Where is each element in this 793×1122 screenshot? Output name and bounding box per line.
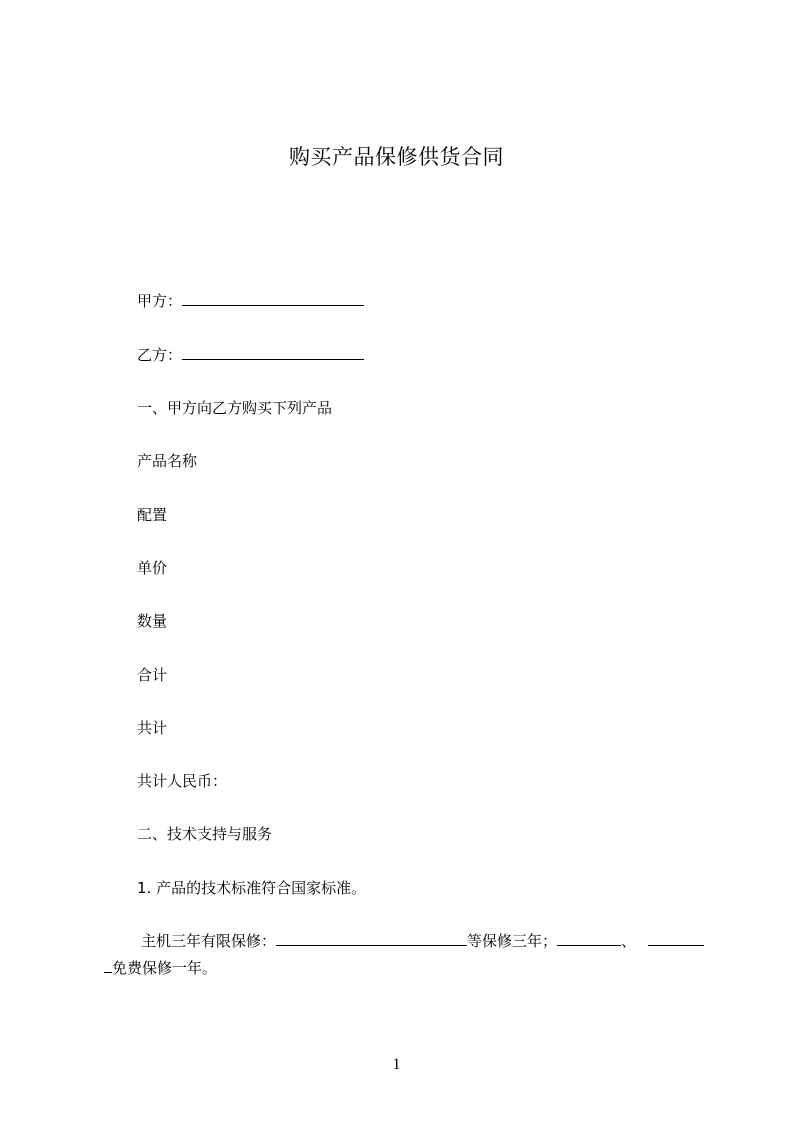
party-a-line — [137, 291, 364, 311]
party-b-blank — [182, 345, 364, 360]
item-product-name: 产品名称 — [137, 452, 198, 470]
item-total: 共计 — [137, 719, 168, 737]
item-total-rmb: 共计人民币： — [137, 772, 228, 790]
page-number: 1 — [392, 1056, 401, 1073]
warranty-blank-2 — [557, 931, 621, 946]
warranty-blank-1 — [276, 931, 467, 946]
party-b-label: 乙方： — [137, 346, 183, 364]
warranty-line — [141, 931, 704, 951]
warranty-prefix: 主机三年有限保修： — [141, 932, 277, 950]
clause-1: 1. 产品的技术标准符合国家标准。 — [137, 879, 367, 897]
item-unit-price: 单价 — [137, 559, 168, 577]
section-1-heading: 一、甲方向乙方购买下列产品 — [137, 399, 333, 417]
item-quantity: 数量 — [137, 612, 168, 630]
warranty-blank-3 — [648, 931, 704, 946]
warranty-line-continued — [104, 958, 217, 978]
document-title: 购买产品保修供货合同 — [289, 145, 504, 169]
warranty-end: 免费保修一年。 — [112, 959, 218, 977]
item-configuration: 配置 — [137, 506, 168, 524]
party-a-label: 甲方： — [137, 292, 183, 310]
party-a-blank — [182, 291, 364, 306]
warranty-sep: 、 — [621, 932, 637, 950]
party-b-line — [137, 345, 364, 365]
section-2-heading: 二、技术支持与服务 — [137, 825, 273, 843]
item-subtotal: 合计 — [137, 666, 168, 684]
warranty-mid: 等保修三年； — [467, 932, 558, 950]
warranty-blank-3-continued — [104, 958, 112, 973]
